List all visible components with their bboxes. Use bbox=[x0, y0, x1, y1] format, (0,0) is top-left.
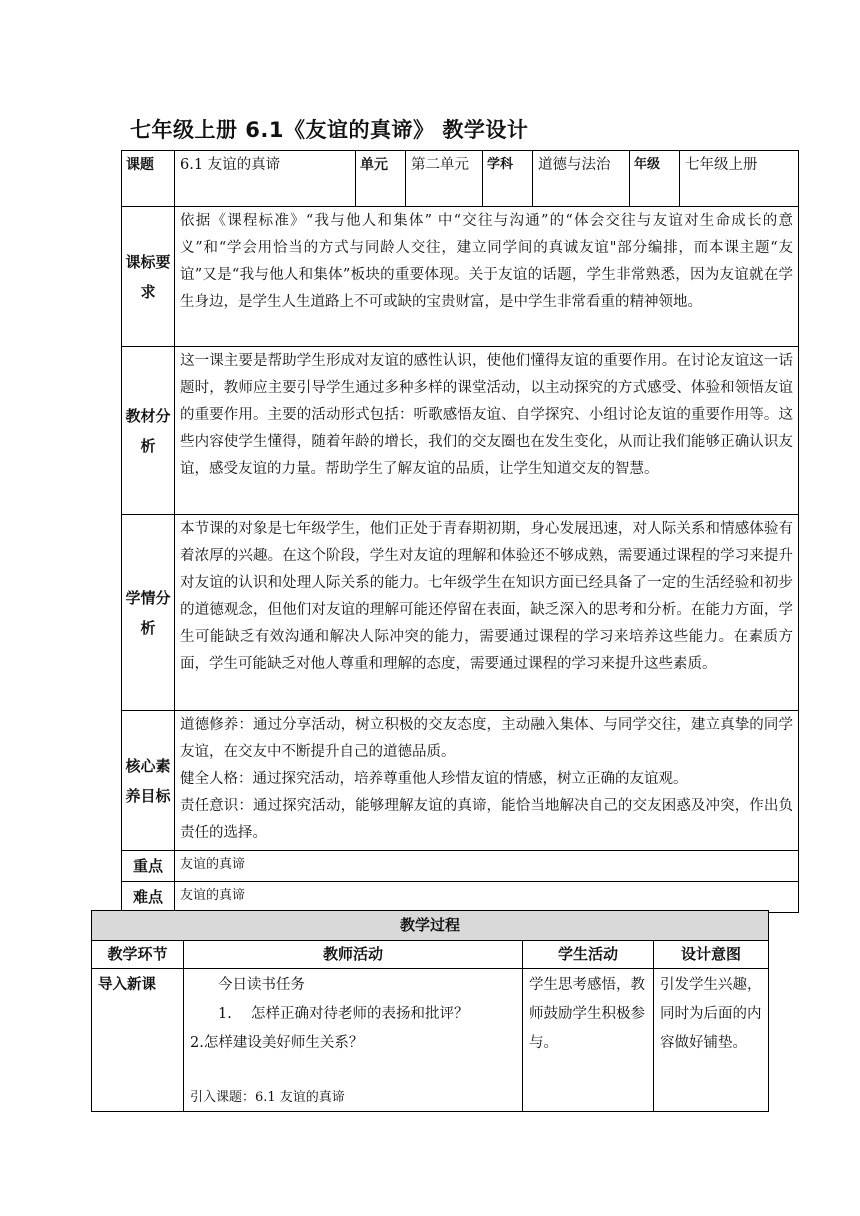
core-literacy-text bbox=[175, 711, 799, 851]
key-point-label: 重点 bbox=[122, 851, 175, 882]
section-text: 这一课主要是帮助学生形成对友谊的感性认识，使他们懂得友谊的重要作用。在讨论友谊这一话题时，教师应主要引导学生通过多种多样的课堂活动，以主动探究的方式感受、体验和领悟友谊的重要作用。主要的活动形式包括：听歌感悟友谊、自学探究、小组讨论友谊的重要作用等。这些内容使学生懂得，随着年龄的增长，我们的交友圈也在发生变化，从而让我们能够正确认识友谊，感受友谊的力量。帮助学生了解友谊的品质，让学生知道交友的智慧。 bbox=[175, 347, 799, 515]
subject-value: 道德与法治 bbox=[533, 151, 630, 207]
section-row bbox=[122, 207, 799, 347]
info-row bbox=[122, 151, 799, 207]
teacher-activity-cell bbox=[184, 969, 523, 1112]
key-point-row bbox=[122, 851, 799, 882]
core-literacy-row bbox=[122, 711, 799, 851]
course-value: 6.1 友谊的真谛 bbox=[175, 151, 356, 207]
teacher-line: 2.怎样建设美好师生关系？ bbox=[190, 1035, 364, 1051]
core-line-responsibility: 责任意识：通过探究活动，能够理解友谊的真谛，能恰当地解决自己的交友困惑及冲突，作出负责任的选择。 bbox=[180, 798, 793, 841]
unit-label: 单元 bbox=[356, 151, 406, 207]
unit-value: 第二单元 bbox=[406, 151, 483, 207]
page-title: 七年级上册 6.1《友谊的真谛》 教学设计 bbox=[130, 118, 529, 142]
difficulty-label: 难点 bbox=[122, 882, 175, 913]
subject-label: 学科 bbox=[483, 151, 533, 207]
section-label: 学情分析 bbox=[122, 515, 175, 711]
core-literacy-label: 核心素养目标 bbox=[122, 711, 175, 851]
difficulty-row bbox=[122, 882, 799, 913]
teacher-line: 1. 怎样正确对待老师的表扬和批评？ bbox=[218, 1006, 469, 1022]
student-activity-cell: 学生思考感悟，教师鼓励学生积极参与。 bbox=[523, 969, 654, 1112]
section-row bbox=[122, 515, 799, 711]
grade-label: 年级 bbox=[630, 151, 680, 207]
column-header: 设计意图 bbox=[654, 941, 769, 969]
teacher-line: 引入课题：6.1 友谊的真谛 bbox=[190, 1090, 345, 1105]
section-label: 课标要求 bbox=[122, 207, 175, 347]
teaching-process-table bbox=[91, 910, 769, 1112]
design-intent-cell: 引发学生兴趣，同时为后面的内容做好铺垫。 bbox=[654, 969, 769, 1112]
grade-value: 七年级上册 bbox=[680, 151, 799, 207]
table-row bbox=[92, 969, 769, 1112]
section-row bbox=[122, 347, 799, 515]
stage-cell: 导入新课 bbox=[92, 969, 184, 1112]
difficulty-value: 友谊的真谛 bbox=[175, 882, 799, 913]
core-line-morality: 道德修养：通过分享活动，树立积极的交友态度，主动融入集体、与同学交往，建立真挚的同学友谊，在交友中不断提升自己的道德品质。 bbox=[180, 717, 793, 760]
course-label: 课题 bbox=[122, 151, 175, 207]
teacher-line: 今日读书任务 bbox=[218, 977, 305, 993]
key-point-value: 友谊的真谛 bbox=[175, 851, 799, 882]
section-text: 依据《课程标准》“我与他人和集体” 中“交往与沟通”的“体会交往与友谊对生命成长的意义”和“学会用恰当的方式与同龄人交往，建立同学间的真诚友谊"部分编排，而本课主题“友谊”又是“我与他人和集体”板块的重要体现。关于友谊的话题，学生非常熟悉，因为友谊就在学生身边，是学生人生道路上不可或缺的宝贵财富，是中学生非常看重的精神领地。 bbox=[175, 207, 799, 347]
column-header: 学生活动 bbox=[523, 941, 654, 969]
lesson-info-table bbox=[121, 150, 799, 913]
core-line-personality: 健全人格：通过探究活动，培养尊重他人珍惜友谊的情感，树立正确的友谊观。 bbox=[180, 771, 688, 787]
column-header: 教师活动 bbox=[184, 941, 523, 969]
process-header: 教学过程 bbox=[92, 911, 769, 941]
section-text: 本节课的对象是七年级学生，他们正处于青春期初期，身心发展迅速，对人际关系和情感体验有着浓厚的兴趣。在这个阶段，学生对友谊的理解和体验还不够成熟，需要通过课程的学习来提升对友谊的认识和处理人际关系的能力。七年级学生在知识方面已经具备了一定的生活经验和初步的道德观念，但他们对友谊的理解可能还停留在表面，缺乏深入的思考和分析。在能力方面，学生可能缺乏有效沟通和解决人际冲突的能力，需要通过课程的学习来培养这些能力。在素质方面，学生可能缺乏对他人尊重和理解的态度，需要通过课程的学习来提升这些素质。 bbox=[175, 515, 799, 711]
section-label: 教材分析 bbox=[122, 347, 175, 515]
column-header: 教学环节 bbox=[92, 941, 184, 969]
